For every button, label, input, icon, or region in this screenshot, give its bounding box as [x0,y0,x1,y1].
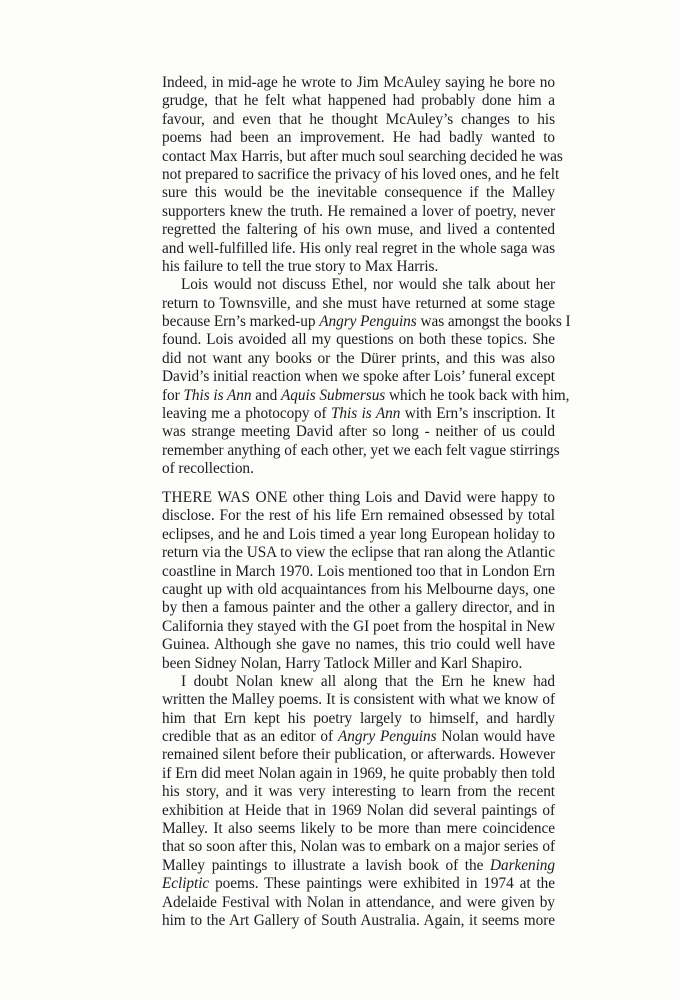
paragraph-4 [162,673,555,930]
italic-title: This is Ann [183,386,252,404]
text-run: for [162,386,184,404]
italic-title: Darkening [490,856,555,874]
text-run: with Ern’s inscription. It [400,405,556,423]
text-line: him that Ern kept his poetry largely to himself, and hardly [162,709,555,727]
text-line: Malley. It also seems likely to be more than mere coincidence [162,820,555,838]
text-run: credible that as an editor of [162,728,338,746]
text-line: and well-fulfilled life. His only real regret in the whole saga was [162,239,555,257]
italic-title: This is Ann [330,405,401,423]
text-line: supporters knew the truth. He remained a lover of poetry, never [162,202,555,220]
text-line: remained silent before their publication, or afterwards. However [162,746,555,764]
text-line: that so soon after this, Nolan was to embark on a major series of [162,838,555,856]
text-line [162,875,555,893]
text-run: leaving me a photocopy of [162,405,331,423]
text-line: by then a famous painter and the other a gallery director, and in [162,599,555,617]
text-line: his story, and it was very interesting to learn from the recent [162,783,555,801]
text-line: California they stayed with the GI poet from the hospital in New [162,617,555,635]
text-line: Indeed, in mid-age he wrote to Jim McAuley saying he bore no [162,74,555,91]
italic-title: Angry Penguins [337,728,437,746]
text-run: poems. These paintings were exhibited in 1974 at the [209,875,555,893]
text-line: exhibition at Heide that in 1969 Nolan did several paintings of [162,801,555,819]
text-line [162,313,571,331]
text-line: did not want any books or the Dürer prints, and this was also [162,349,555,367]
text-line: remember anything of each other, yet we each felt vague stirrings [162,441,560,459]
paragraph-1 [162,74,571,479]
text-line: been Sidney Nolan, Harry Tatlock Miller and Karl Shapiro. [162,654,523,672]
text-line: Guinea. Although she gave no names, this trio could well have [162,636,555,654]
text-line [162,728,555,746]
section-lead-caps: THERE WAS ONE [162,489,288,506]
text-line: written the Malley poems. It is consistent with what we know of [162,691,555,709]
text-line: return via the USA to view the eclipse that ran along the Atlantic [162,544,555,562]
text-run: which he took back with him, [385,386,570,404]
text-line: Lois would not discuss Ethel, nor would she talk about her [181,276,555,294]
text-line: eclipses, and he and Lois timed a year long European holiday to [162,525,555,543]
text-run: was amongst the books I [416,313,571,331]
text-line: him to the Art Gallery of South Australia. Again, it seems more [162,911,555,929]
text-line: contact Max Harris, but after much soul searching decided he was [162,147,563,165]
text-line: regretted the faltering of his own muse, and lived a contented [162,221,555,239]
text-line: return to Townsville, and she must have returned at some stage [162,294,555,312]
text-line: David’s initial reaction when we spoke after Lois’ funeral except [162,368,555,386]
text-line [162,857,555,875]
text-run: because Ern’s marked-up [162,313,320,331]
italic-title: Aquis Submersus [281,386,386,404]
text-line [162,386,570,405]
text-line: caught up with old acquaintances from his Melbourne days, one [162,580,555,598]
paragraph-2 [162,276,571,478]
text-line: found. Lois avoided all my questions on both these topics. She [162,331,555,349]
text-line: sure this would be the inevitable consequence if the Malley [162,184,555,202]
text-line: of recollection. [162,460,254,478]
text-line: poems had been an improvement. He had badly wanted to [162,129,555,147]
text-line: favour, and even that he thought McAuley’s changes to his [162,110,555,128]
text-line [162,405,555,423]
italic-title: Ecliptic [162,875,210,893]
italic-title: Angry Penguins [319,313,417,331]
text-line: if Ern did meet Nolan again in 1969, he quite probably then told [162,764,555,782]
text-line: was strange meeting David after so long - neither of us could [162,423,555,441]
text-run: and [251,386,281,404]
text-line [162,489,555,507]
text-line: grudge, that he felt what happened had probably done him a [162,92,555,110]
text-run: other thing Lois and David were happy to [287,489,555,506]
text-line: I doubt Nolan knew all along that the Ern he knew had [181,672,555,690]
text-line: his failure to tell the true story to Max Harris. [162,257,439,275]
text-line: not prepared to sacrifice the privacy of his loved ones, and he felt [162,165,560,183]
text-line: coastline in March 1970. Lois mentioned too that in London Ern [162,562,555,580]
paragraph-3 [162,489,555,930]
text-line: disclose. For the rest of his life Ern remained obsessed by total [162,507,555,525]
text-line: Adelaide Festival with Nolan in attendance, and were given by [162,893,555,911]
text-run: Malley paintings to illustrate a lavish book of the [162,856,491,874]
text-run: Nolan would have [436,728,555,746]
